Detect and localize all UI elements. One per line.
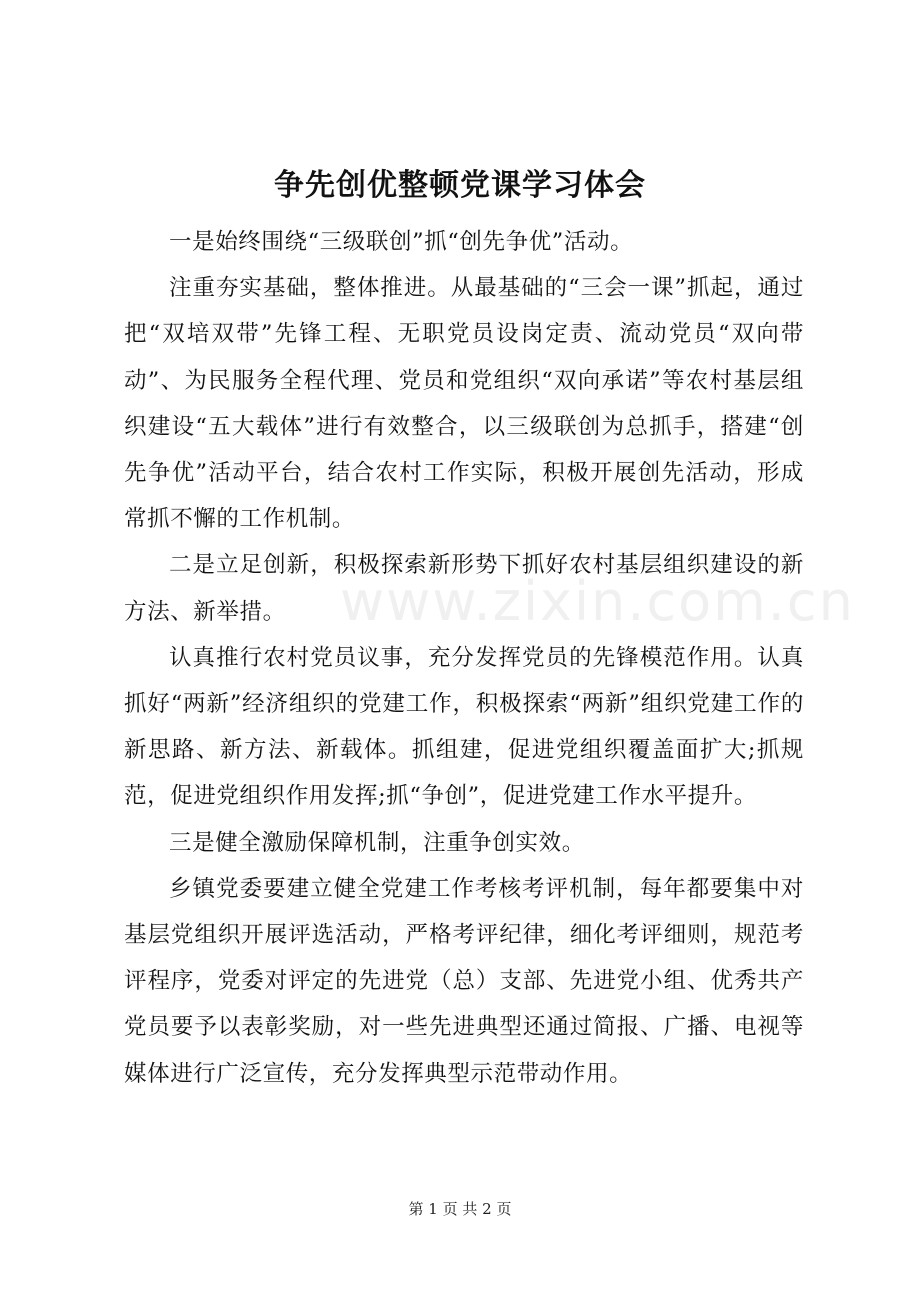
watermark: www.zixin.com.cn <box>340 570 855 633</box>
paragraph-3: 二是立足创新，积极探索新形势下抓好农村基层组织建设的新方法、新举措。 <box>124 552 804 625</box>
paragraph-4: 认真推行农村党员议事，充分发挥党员的先锋模范作用。认真抓好“两新”经济组织的党建工作，积极探索“两新”组织党建工作的新思路、新方法、新载体。抓组建，促进党组织覆盖面扩大;抓规范，促进党组织作用发挥;抓“争创”，促进党建工作水平提升。 <box>124 644 804 810</box>
paragraph-5: 三是健全激励保障机制，注重争创实效。 <box>169 829 585 856</box>
page-footer: 第 1 页 共 2 页 <box>408 1200 512 1218</box>
document-title: 争先创优整顿党课学习体会 <box>274 168 646 203</box>
paragraph-2: 注重夯实基础，整体推进。从最基础的“三会一课”抓起，通过把“双培双带”先锋工程、无职党员设岗定责、流动党员“双向带动”、为民服务全程代理、党员和党组织“双向承诺”等农村基层组织建设“五大载体”进行有效整合，以三级联创为总抓手，搭建“创先争优”活动平台，结合农村工作实际，积极开展创先活动，形成常抓不懈的工作机制。 <box>124 275 804 533</box>
document-body <box>124 219 804 1097</box>
paragraph-1: 一是始终围绕“三级联创”抓“创先争优”活动。 <box>169 229 634 255</box>
paragraph-6: 乡镇党委要建立健全党建工作考核考评机制，每年都要集中对基层党组织开展评选活动，严格考评纪律，细化考评细则，规范考评程序，党委对评定的先进党（总）支部、先进党小组、优秀共产党员要予以表彰奖励，对一些先进典型还通过简报、广播、电视等媒体进行广泛宣传，充分发挥典型示范带动作用。 <box>124 875 804 1087</box>
